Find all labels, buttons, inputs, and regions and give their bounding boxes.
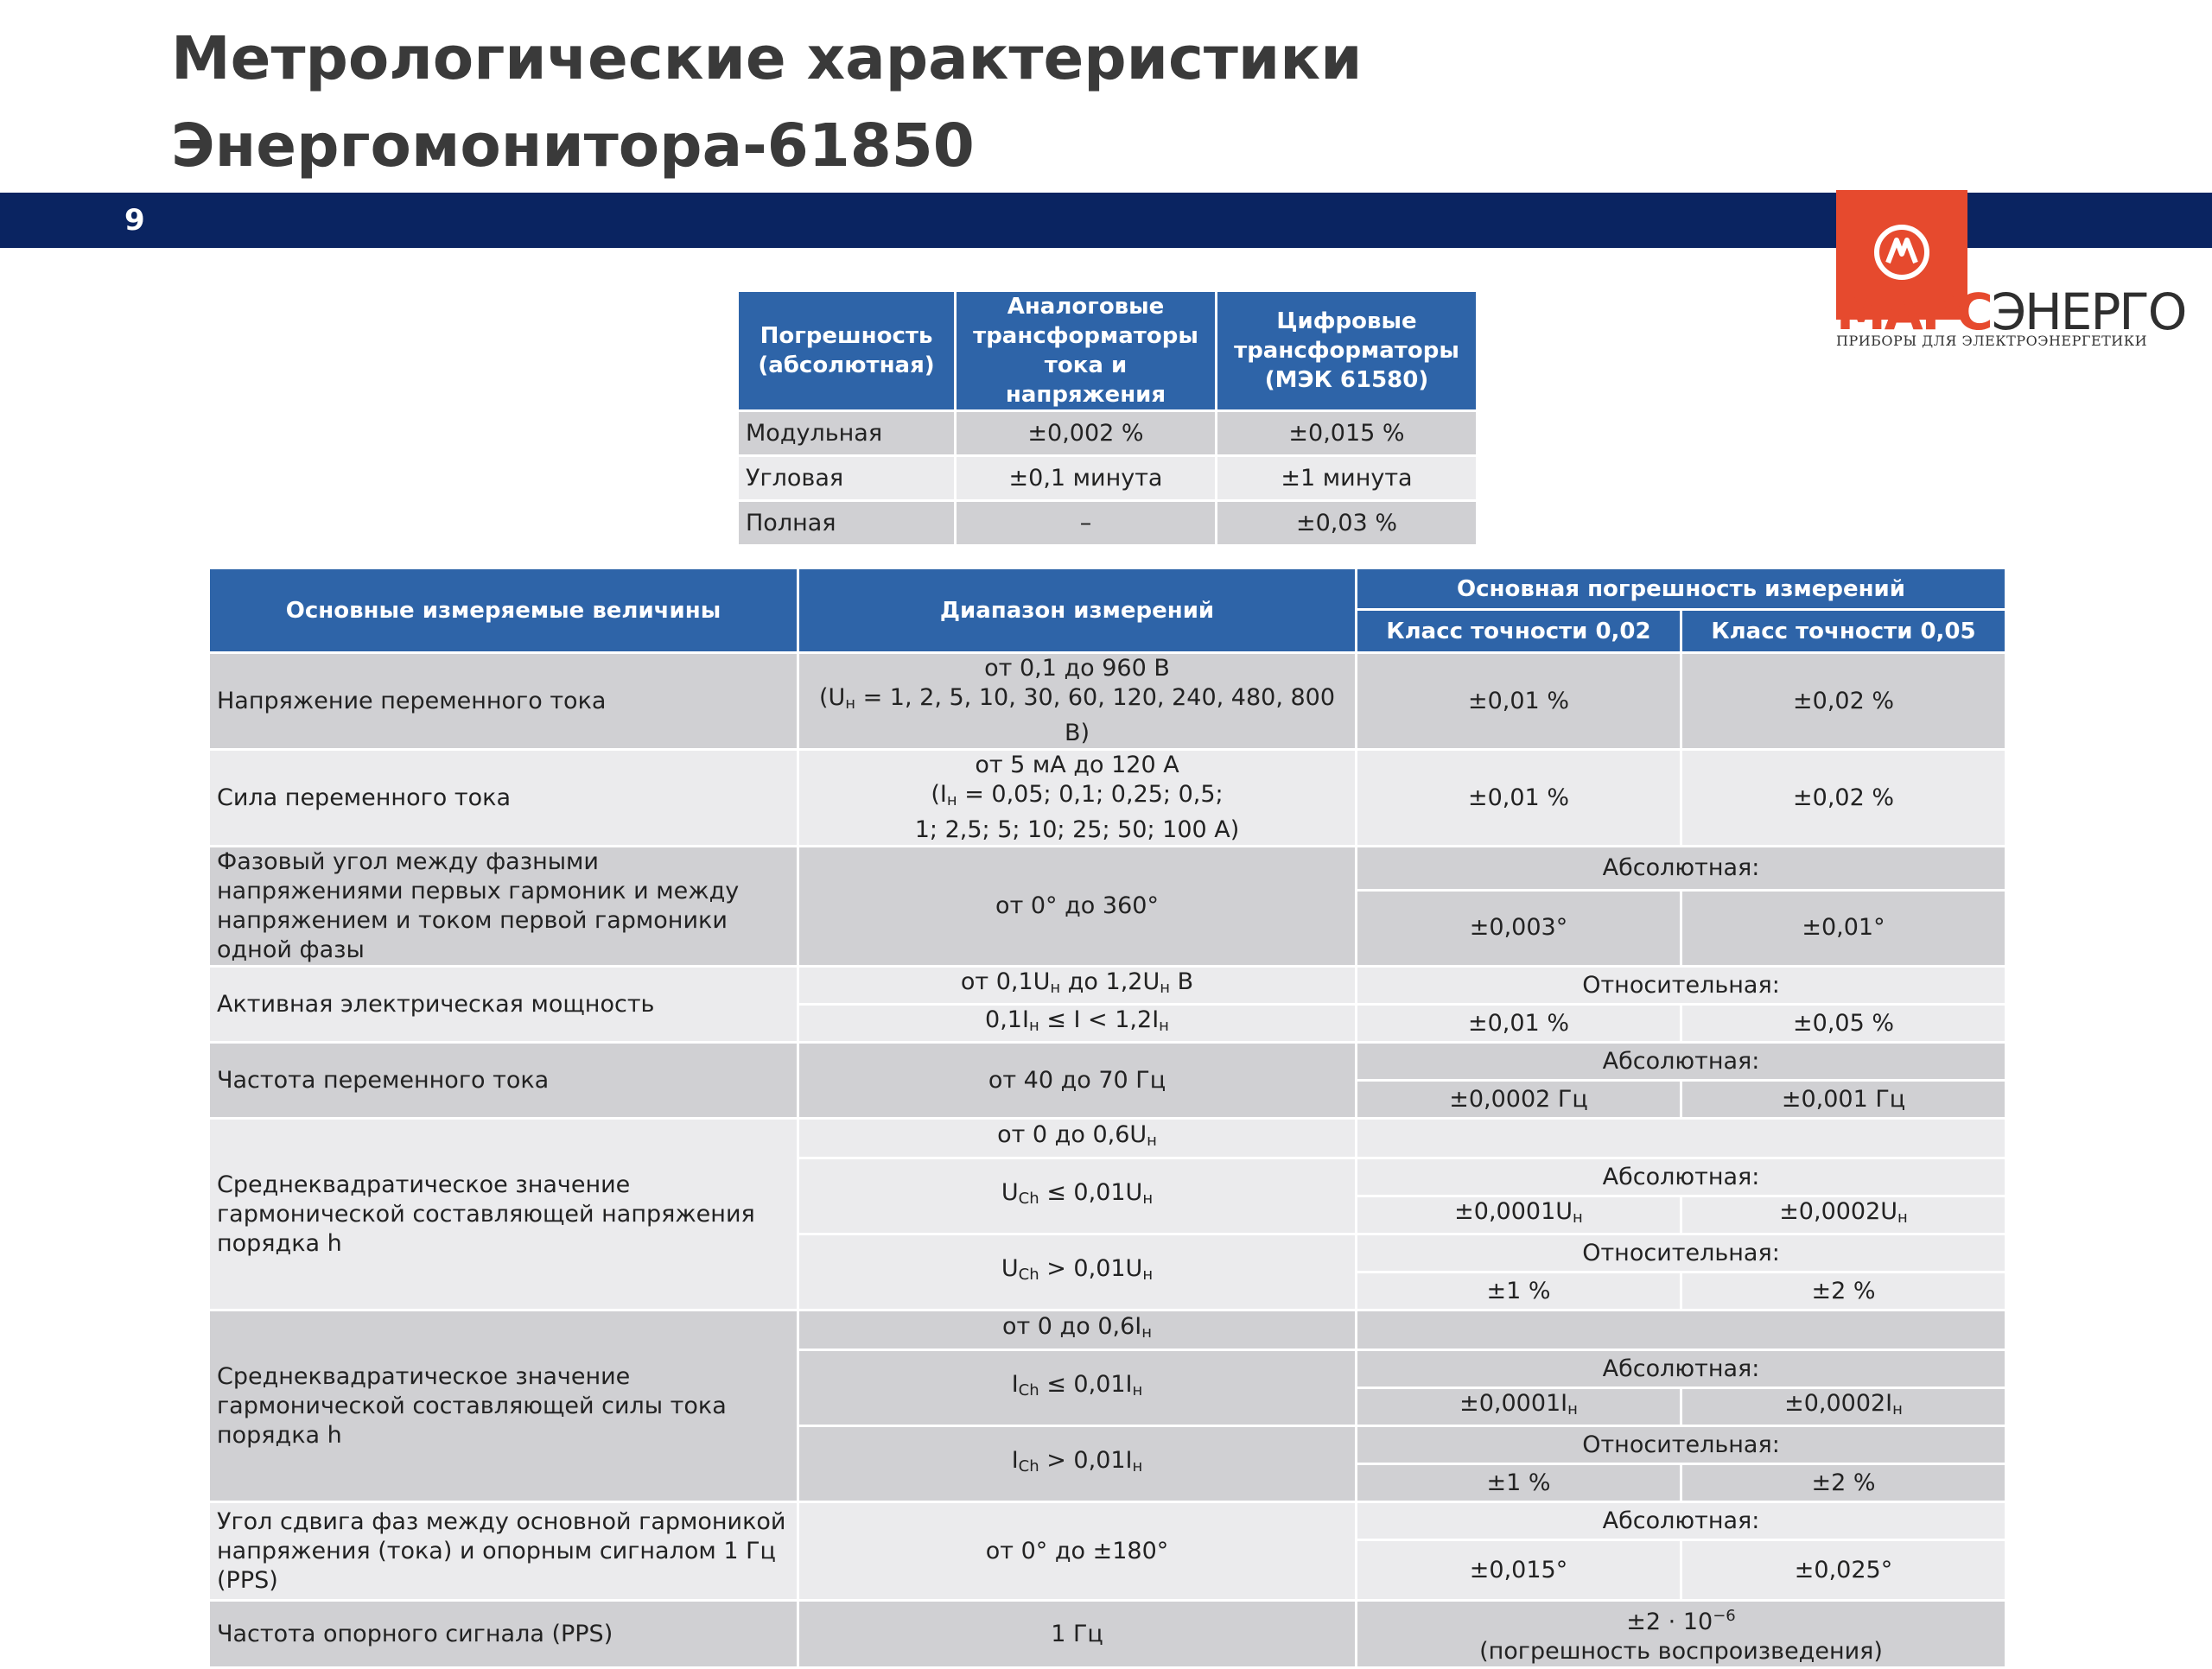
- table-row: [209, 1310, 2006, 1350]
- range-cell: [798, 1350, 1357, 1426]
- subscript: н: [1050, 979, 1061, 997]
- characteristics-table: [207, 567, 2007, 1669]
- range-cell: [798, 1158, 1357, 1234]
- logo-mars: МАРС: [1836, 282, 1992, 341]
- quantity-cell: Угол сдвига фаз между основной гармоникой напряжения (тока) и опорным сигналом 1 Гц (PPS): [209, 1502, 798, 1601]
- error-cell: ±0,025°: [1681, 1540, 2006, 1601]
- subscript: н: [946, 791, 957, 809]
- quantity-cell: Частота переменного тока: [209, 1043, 798, 1119]
- quantity-cell: Активная электрическая мощность: [209, 967, 798, 1043]
- table-cell: –: [956, 501, 1217, 546]
- range-text: > 0,01U: [1039, 1255, 1143, 1282]
- error-cell: ±0,02 %: [1681, 750, 2006, 847]
- error-cell: ±1 %: [1357, 1464, 1681, 1502]
- table-row: [738, 501, 1478, 546]
- quantity-cell: Фазовый угол между фазными напряжениями первых гармоник и между напряжением и током первой гармоники одной фазы: [209, 847, 798, 967]
- range-text: = 1, 2, 5, 10, 30, 60, 120, 240, 480, 800 В): [855, 684, 1336, 746]
- error-cell: ±0,01 %: [1357, 1005, 1681, 1043]
- error-cell: ±0,01 %: [1357, 653, 1681, 750]
- subscript: н: [1132, 1381, 1143, 1399]
- page-title: [171, 16, 1640, 190]
- table-row: [209, 1502, 2006, 1540]
- range-text: ≤ 0,01U: [1039, 1179, 1143, 1206]
- error-cell: [1357, 1196, 1681, 1234]
- subscript: Ch: [1018, 1190, 1039, 1208]
- title-line-1: Метрологические характеристики: [171, 24, 1363, 93]
- range-text: В: [1170, 968, 1194, 995]
- error-cell: ±0,003°: [1357, 890, 1681, 966]
- table-row: [209, 1601, 2006, 1668]
- subscript: н: [1160, 979, 1171, 997]
- range-line: от 0,1 до 960 В: [984, 655, 1170, 682]
- error-cell: ±0,01°: [1681, 890, 2006, 966]
- column-header-error: Основная погрешность измерений: [1357, 568, 2006, 610]
- error-text: ±2 · 10: [1626, 1609, 1713, 1635]
- table-cell: ±0,1 минута: [956, 456, 1217, 501]
- error-type-label: Относительная:: [1357, 1426, 2006, 1464]
- table-row: [209, 653, 2006, 750]
- error-cell: ±0,02 %: [1681, 653, 2006, 750]
- error-cell: ±0,0002 Гц: [1357, 1081, 1681, 1119]
- error-text: ±0,0002I: [1784, 1390, 1893, 1417]
- column-header: Цифровые трансформаторы (МЭК 61580): [1217, 291, 1478, 411]
- subscript: н: [1567, 1400, 1578, 1418]
- range-cell: [798, 1234, 1357, 1310]
- table-row: [209, 750, 2006, 847]
- subscript: н: [1892, 1400, 1903, 1418]
- error-text: ±0,0002U: [1779, 1198, 1898, 1225]
- column-header-quantity: Основные измеряемые величины: [209, 568, 798, 653]
- error-cell: ±0,01 %: [1357, 750, 1681, 847]
- range-text: от 0 до 0,6U: [997, 1121, 1147, 1148]
- error-cell: ±0,001 Гц: [1681, 1081, 2006, 1119]
- error-table: [736, 289, 1478, 547]
- subscript: н: [1132, 1457, 1143, 1475]
- column-header: Аналоговые трансформаторы тока и напряжения: [956, 291, 1217, 411]
- error-note: (погрешность воспроизведения): [1479, 1638, 1883, 1665]
- subscript: н: [1028, 1017, 1039, 1035]
- range-text: до 1,2U: [1060, 968, 1160, 995]
- error-type-label: Абсолютная:: [1357, 1158, 2006, 1196]
- table-header-row: [209, 568, 2006, 610]
- subscript: Ch: [1018, 1266, 1039, 1284]
- error-text: ±0,0001I: [1459, 1390, 1568, 1417]
- subscript: Ch: [1018, 1381, 1039, 1399]
- range-cell: [798, 1426, 1357, 1502]
- error-type-label: Абсолютная:: [1357, 1350, 2006, 1388]
- column-header: Погрешность (абсолютная): [738, 291, 956, 411]
- range-text: ≤ I < 1,2I: [1039, 1006, 1160, 1033]
- range-cell: от 0° до ±180°: [798, 1502, 1357, 1601]
- table-cell: ±1 минута: [1217, 456, 1478, 501]
- error-text: ±0,0001U: [1454, 1198, 1573, 1225]
- table-row: [209, 1119, 2006, 1158]
- range-text: I: [1011, 1371, 1019, 1398]
- subscript: н: [1147, 1132, 1157, 1150]
- table-row: [738, 411, 1478, 456]
- error-cell: ±2 %: [1681, 1464, 2006, 1502]
- error-type-label: Абсолютная:: [1357, 847, 2006, 891]
- range-text: 0,1I: [985, 1006, 1029, 1033]
- error-cell: [1681, 1196, 2006, 1234]
- range-cell: от 40 до 70 Гц: [798, 1043, 1357, 1119]
- error-type-label: Абсолютная:: [1357, 1502, 2006, 1540]
- quantity-cell: Напряжение переменного тока: [209, 653, 798, 750]
- range-text: I: [1011, 1447, 1019, 1474]
- range-text: U: [1001, 1255, 1019, 1282]
- subscript: н: [1159, 1017, 1169, 1035]
- error-cell: [1681, 1388, 2006, 1426]
- table-cell: ±0,015 %: [1217, 411, 1478, 456]
- range-text: от 0,1U: [960, 968, 1051, 995]
- error-type-label: Относительная:: [1357, 967, 2006, 1005]
- range-cell: от 0° до 360°: [798, 847, 1357, 967]
- subscript: н: [1142, 1190, 1154, 1208]
- table-row: [209, 1043, 2006, 1081]
- quantity-cell: Частота опорного сигнала (PPS): [209, 1601, 798, 1668]
- range-cell: [798, 1119, 1357, 1158]
- quantity-cell: Среднеквадратическое значение гармонической составляющей силы тока порядка h: [209, 1310, 798, 1502]
- error-type-label: Абсолютная:: [1357, 1043, 2006, 1081]
- error-cell: [1357, 1388, 1681, 1426]
- table-row: [738, 456, 1478, 501]
- range-text: (I: [931, 781, 947, 808]
- logo-subtitle: ПРИБОРЫ ДЛЯ ЭЛЕКТРОЭНЕРГЕТИКИ: [1836, 333, 2148, 349]
- table-cell: Модульная: [738, 411, 956, 456]
- page-number: 9: [124, 203, 145, 238]
- range-cell: [798, 1310, 1357, 1350]
- range-cell: [798, 967, 1357, 1005]
- title-line-2: Энергомонитора-61850: [171, 111, 975, 181]
- subscript: н: [1897, 1209, 1908, 1227]
- range-line: [806, 683, 1348, 748]
- table-header-row: [738, 291, 1478, 411]
- error-type-label: Относительная:: [1357, 1234, 2006, 1272]
- quantity-cell: Среднеквадратическое значение гармонической составляющей напряжения порядка h: [209, 1119, 798, 1310]
- mars-energo-logo-icon: [1872, 223, 1931, 282]
- superscript: −6: [1713, 1607, 1736, 1625]
- table-row: [209, 967, 2006, 1005]
- subscript: н: [1573, 1209, 1583, 1227]
- error-cell: ±0,015°: [1357, 1540, 1681, 1601]
- range-line: [806, 780, 1348, 815]
- table-cell: ±0,03 %: [1217, 501, 1478, 546]
- empty-cell: [1357, 1310, 2006, 1350]
- range-text: = 0,05; 0,1; 0,25; 0,5;: [957, 781, 1224, 808]
- table-row: [209, 847, 2006, 891]
- range-text: > 0,01I: [1039, 1447, 1133, 1474]
- range-cell: [798, 750, 1357, 847]
- error-line: [1364, 1602, 1998, 1637]
- range-text: ≤ 0,01I: [1039, 1371, 1133, 1398]
- error-cell: [1357, 1601, 2006, 1668]
- logo-energo: ЭНЕРГО: [1991, 282, 2186, 341]
- error-cell: ±0,05 %: [1681, 1005, 2006, 1043]
- range-cell: [798, 653, 1357, 750]
- table-cell: Угловая: [738, 456, 956, 501]
- range-text: U: [1001, 1179, 1019, 1206]
- column-header-class-002: Класс точности 0,02: [1357, 610, 1681, 653]
- range-line: от 5 мА до 120 А: [975, 752, 1179, 778]
- column-header-class-005: Класс точности 0,05: [1681, 610, 2006, 653]
- empty-cell: [1357, 1119, 2006, 1158]
- quantity-cell: Сила переменного тока: [209, 750, 798, 847]
- error-cell: ±2 %: [1681, 1272, 2006, 1310]
- subscript: н: [1141, 1323, 1153, 1342]
- table-cell: ±0,002 %: [956, 411, 1217, 456]
- table-cell: Полная: [738, 501, 956, 546]
- error-cell: ±1 %: [1357, 1272, 1681, 1310]
- range-cell: 1 Гц: [798, 1601, 1357, 1668]
- column-header-range: Диапазон измерений: [798, 568, 1357, 653]
- subscript: Ch: [1018, 1457, 1039, 1475]
- subscript: н: [845, 695, 856, 713]
- range-text: (U: [818, 684, 846, 711]
- range-line: 1; 2,5; 5; 10; 25; 50; 100 А): [914, 816, 1240, 843]
- subscript: н: [1142, 1266, 1154, 1284]
- range-text: от 0 до 0,6I: [1001, 1313, 1142, 1340]
- range-cell: [798, 1005, 1357, 1043]
